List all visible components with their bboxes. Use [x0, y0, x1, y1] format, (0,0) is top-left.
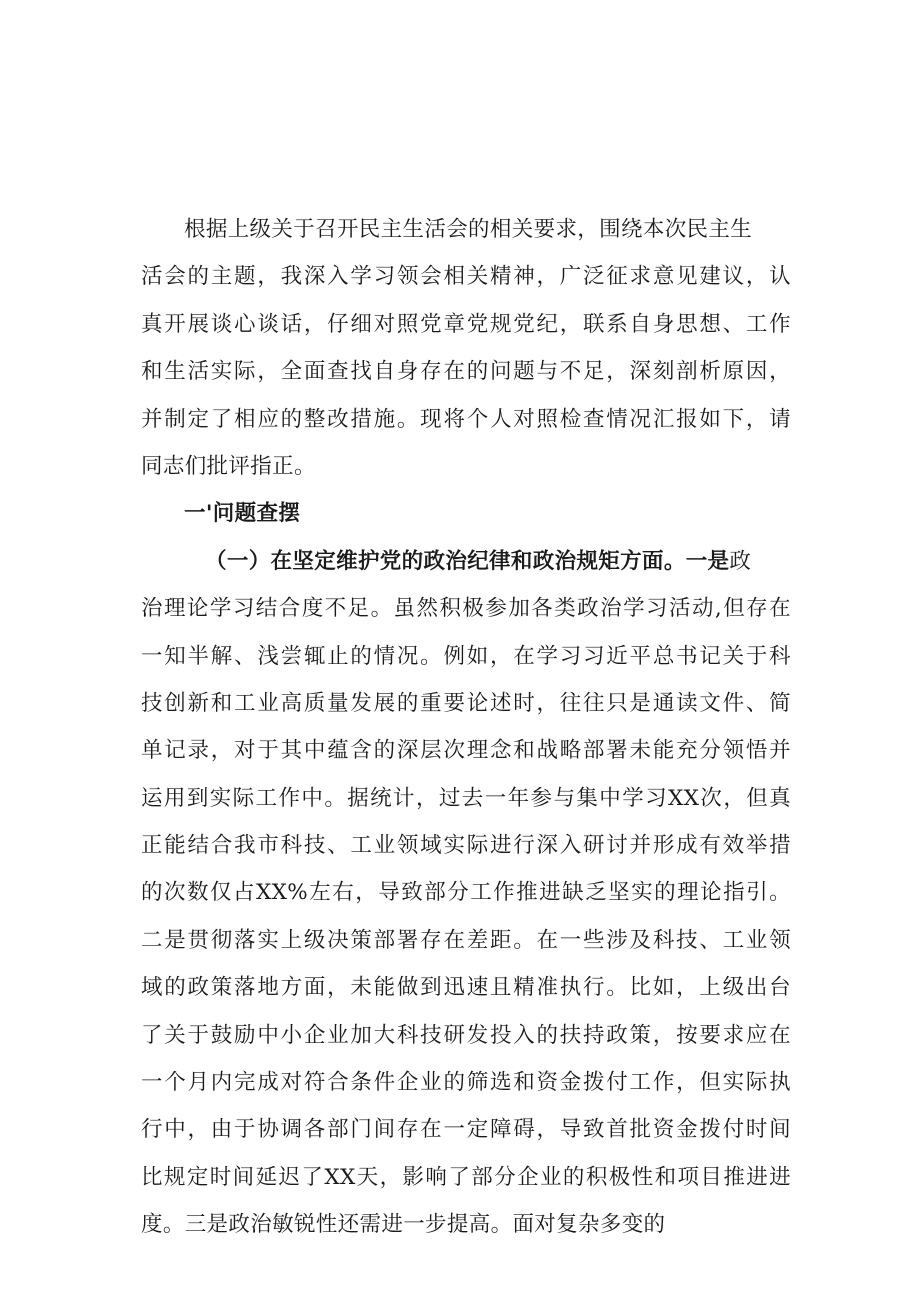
paragraph-body-line-6: 正能结合我市科技、工业领域实际进行深入研讨并形成有效举措: [141, 833, 791, 859]
paragraph-body-line-9: 域的政策落地方面，未能做到迅速且精准执行。比如，上级出台: [141, 975, 791, 1001]
paragraph-intro-line-5: 并制定了相应的整改措施。现将个人对照检查情况汇报如下，请: [141, 406, 791, 432]
section-heading: 一'问题查摆: [184, 501, 301, 527]
subsection-heading: （一）在坚定维护党的政治纪律和政治规矩方面。一是: [205, 548, 730, 574]
paragraph-body-line-14: 度。三是政治敏锐性还需进一步提高。面对复杂多变的: [141, 1212, 666, 1238]
paragraph-body-line-2: 一知半解、浅尝辄止的情况。例如，在学习习近平总书记关于科: [141, 643, 791, 669]
paragraph-body-line-1: 治理论学习结合度不足。虽然积极参加各类政治学习活动,但存在: [141, 596, 791, 622]
paragraph-intro-line-4: 和生活实际，全面查找自身存在的问题与不足，深刻剖析原因，: [141, 359, 791, 385]
paragraph-intro-line-6: 同志们批评指正。: [141, 453, 316, 479]
paragraph-body-line-5: 运用到实际工作中。据统计，过去一年参与集中学习XX次，但真: [141, 785, 791, 811]
paragraph-body-line-7: 的次数仅占XX%左右，导致部分工作推进缺乏坚实的理论指引。: [141, 880, 791, 906]
subsection-heading-tail: 政: [729, 548, 752, 574]
document-body: [141, 206, 791, 1249]
paragraph-body-line-8: 二是贯彻落实上级决策部署存在差距。在一些涉及科技、工业领: [141, 927, 791, 953]
subsection-heading-line: [141, 538, 791, 585]
paragraph-body-line-12: 行中，由于协调各部门间存在一定障碍，导致首批资金拨付时间: [141, 1117, 791, 1143]
paragraph-body-line-3: 技创新和工业高质量发展的重要论述时，往往只是通读文件、简: [141, 690, 791, 716]
paragraph-intro-line-1: 根据上级关于召开民主生活会的相关要求，围绕本次民主生: [184, 217, 753, 242]
paragraph-body-line-11: 一个月内完成对符合条件企业的筛选和资金拨付工作，但实际执: [141, 1070, 791, 1096]
paragraph-intro-line-3: 真开展谈心谈话，仔细对照党章党规党纪，联系自身思想、工作: [141, 311, 791, 337]
paragraph-body-line-10: 了关于鼓励中小企业加大科技研发投入的扶持政策，按要求应在: [141, 1022, 791, 1048]
paragraph-intro-line-2: 活会的主题，我深入学习领会相关精神，广泛征求意见建议，认: [141, 264, 791, 290]
paragraph-body-line-13: 比规定时间延迟了XX天，影响了部分企业的积极性和项目推进进: [141, 1164, 791, 1190]
paragraph-body-line-4: 单记录，对于其中蕴含的深层次理念和战略部署未能充分领悟并: [141, 738, 791, 764]
